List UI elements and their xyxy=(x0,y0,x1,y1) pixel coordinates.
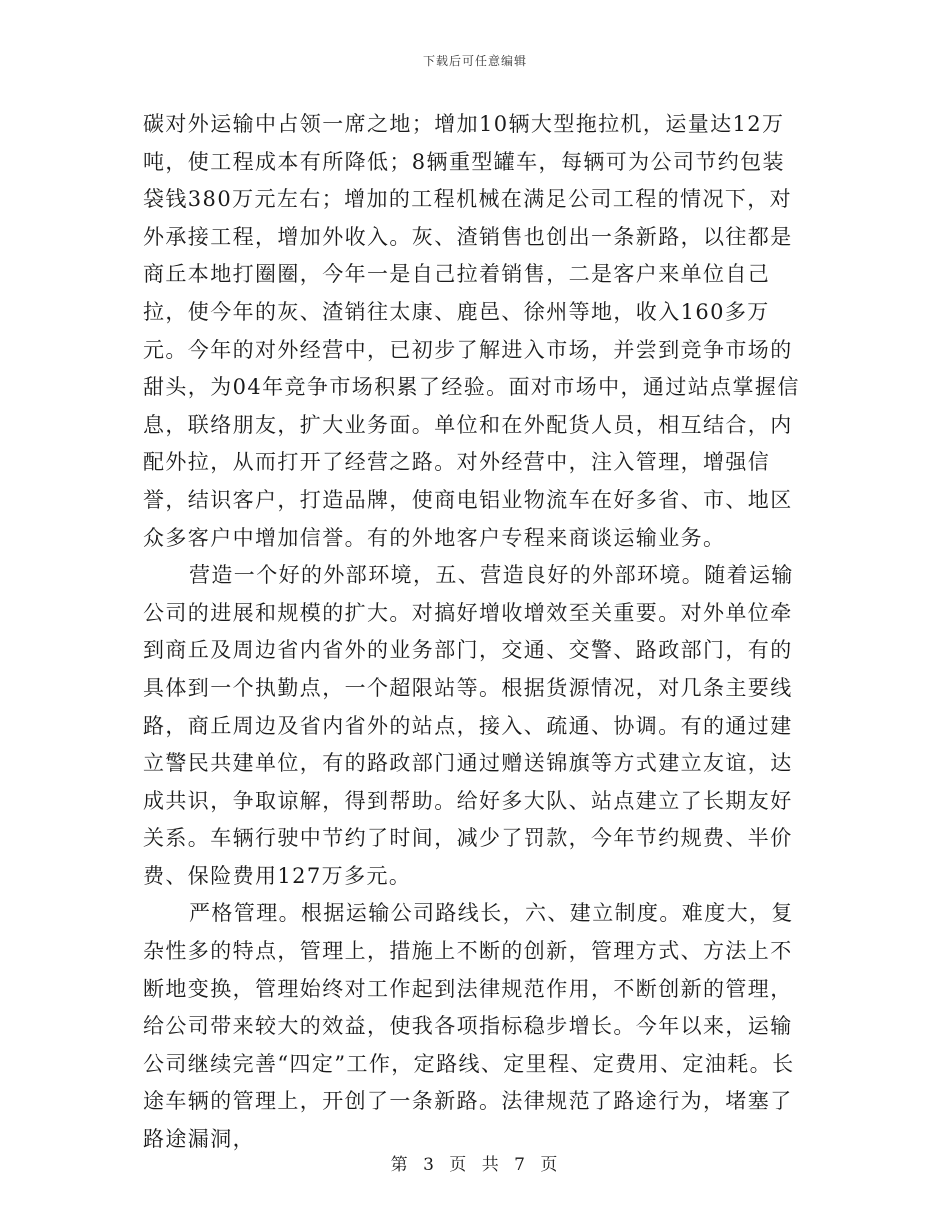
paragraph-3: 严格管理。根据运输公司路线长，六、建立制度。难度大，复杂性多的特点，管理上，措施上不断的创新，管理方式、方法上不断地变换，管理始终对工作起到法律规范作用，不断创新的管理，给公司带来较大的效益，使我各项指标稳步增长。今年以来，运输公司继续完善“四定”工作，定路线、定里程、定费用、定油耗。长途车辆的管理上，开创了一条新路。法律规范了路途行为，堵塞了路途漏洞， xyxy=(143,901,795,1152)
page-header: 下载后可任意编辑 xyxy=(422,54,527,68)
page-footer: 第 3 页 共 7 页 xyxy=(390,1155,560,1175)
paragraph-2: 营造一个好的外部环境，五、营造良好的外部环境。随着运输公司的进展和规模的扩大。对搞好增收增效至关重要。对外单位牵到商丘及周边省内省外的业务部门，交通、交警、路政部门，有的具体到一个执勤点，一个超限站等。根据货源情况，对几条主要线路，商丘周边及省内省外的站点，接入、疏通、协调。有的通过建立警民共建单位，有的路政部门通过赠送锦旗等方式建立友谊，达成共识，争取谅解，得到帮助。给好多大队、站点建立了长期友好关系。车辆行驶中节约了时间，减少了罚款，今年节约规费、半价费、保险费用127万多元。 xyxy=(143,563,794,888)
paragraph-1: 碳对外运输中占领一席之地；增加10辆大型拖拉机，运量达12万吨，使工程成本有所降低；8辆重型罐车，每辆可为公司节约包装袋钱380万元左右；增加的工程机械在满足公司工程的情况下，对外承接工程，增加外收入。灰、渣销售也创出一条新路，以往都是商丘本地打圈圈，今年一是自己拉着销售，二是客户来单位自己拉，使今年的灰、渣销往太康、鹿邑、徐州等地，收入160多万元。今年的对外经营中，已初步了解进入市场，并尝到竞争市场的甜头，为04年竞争市场积累了经验。面对市场中，通过站点掌握信息，联络朋友，扩大业务面。单位和在外配货人员，相互结合，内配外拉，从而打开了经营之路。对外经营中，注入管理，增强信誉，结识客户，打造品牌，使商电铝业物流车在好多省、市、地区众多客户中增加信誉。有的外地客户专程来商谈运输业务。 xyxy=(143,112,800,550)
document-body xyxy=(143,106,807,1159)
